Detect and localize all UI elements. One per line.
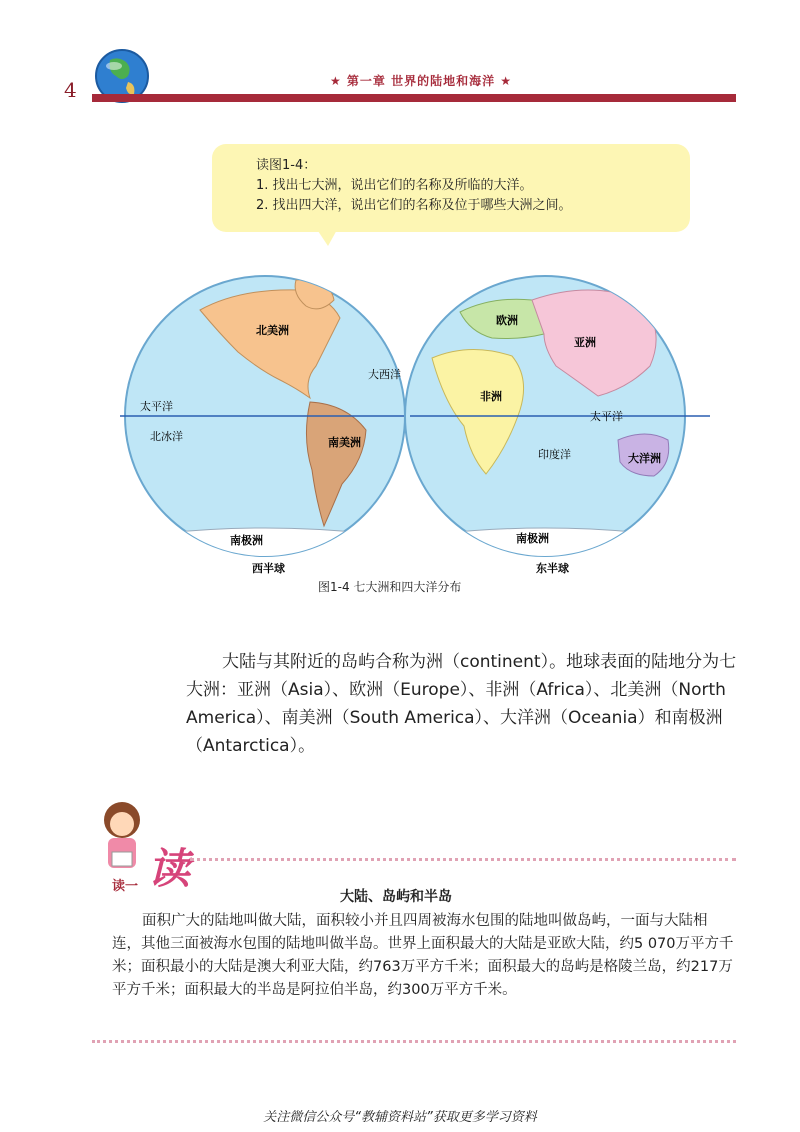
chapter-title: ★ 第一章 世界的陆地和海洋 ★ xyxy=(330,74,513,88)
body-paragraph: 大陆与其附近的岛屿合称为洲（continent）。地球表面的陆地分为七大洲：亚洲（Asia）、欧洲（Europe）、非洲（Africa）、北美洲（North America）、南美洲（South America）、大洋洲（Oceania）和南极洲（Antarctica）。 xyxy=(186,652,737,756)
label-pacific-west: 太平洋 xyxy=(140,400,173,413)
bubble-line-1: 读图1-4： xyxy=(256,158,317,173)
page-number: 4 xyxy=(64,78,77,102)
label-western-hemisphere: 西半球 xyxy=(252,562,285,575)
figure-caption: 图1-4 七大洲和四大洋分布 xyxy=(318,580,462,594)
reading-label-big: 读 xyxy=(148,844,191,893)
label-asia: 亚洲 xyxy=(574,336,596,349)
reading-bottom-divider xyxy=(92,1040,736,1043)
label-indian: 印度洋 xyxy=(538,448,571,461)
label-eastern-hemisphere: 东半球 xyxy=(536,562,569,575)
header-divider xyxy=(92,94,736,102)
label-africa: 非洲 xyxy=(480,390,502,403)
label-antarctica-east: 南极洲 xyxy=(516,532,549,545)
bubble-line-3: 2. 找出四大洋，说出它们的名称及位于哪些大洲之间。 xyxy=(256,198,572,213)
reading-label-small: 读一 xyxy=(112,879,139,894)
bubble-text xyxy=(256,156,572,216)
label-europe: 欧洲 xyxy=(496,314,518,327)
bubble-line-2: 1. 找出七大洲，说出它们的名称及所临的大洋。 xyxy=(256,178,533,193)
eastern-hemisphere xyxy=(405,276,710,570)
label-arctic: 北冰洋 xyxy=(150,430,183,443)
label-oceania: 大洋洲 xyxy=(628,452,661,465)
label-south-america: 南美洲 xyxy=(328,436,361,449)
label-atlantic: 大西洋 xyxy=(368,368,401,381)
label-antarctica-west: 南极洲 xyxy=(230,534,263,547)
label-pacific-east: 太平洋 xyxy=(590,410,623,423)
girl-mascot-icon xyxy=(92,796,152,876)
world-map xyxy=(120,270,710,580)
western-hemisphere xyxy=(120,276,410,570)
reading-top-divider xyxy=(190,858,736,861)
footer-note: 关注微信公众号“教辅资料站”获取更多学习资料 xyxy=(263,1110,537,1125)
reading-body: 面积广大的陆地叫做大陆，面积较小并且四周被海水包围的陆地叫做岛屿，一面与大陆相连，其他三面被海水包围的陆地叫做半岛。世界上面积最大的大陆是亚欧大陆，约5 070万平方千米；面积最小的大陆是澳大利亚大陆，约763万平方千米；面积最大的岛屿是格陵兰岛，约217万平方千米；面积最大的半岛是阿拉伯半岛，约300万平方千米。 xyxy=(112,913,734,998)
reading-title: 大陆、岛屿和半岛 xyxy=(340,889,452,905)
label-north-america: 北美洲 xyxy=(256,324,289,337)
bubble-tail xyxy=(316,228,338,246)
